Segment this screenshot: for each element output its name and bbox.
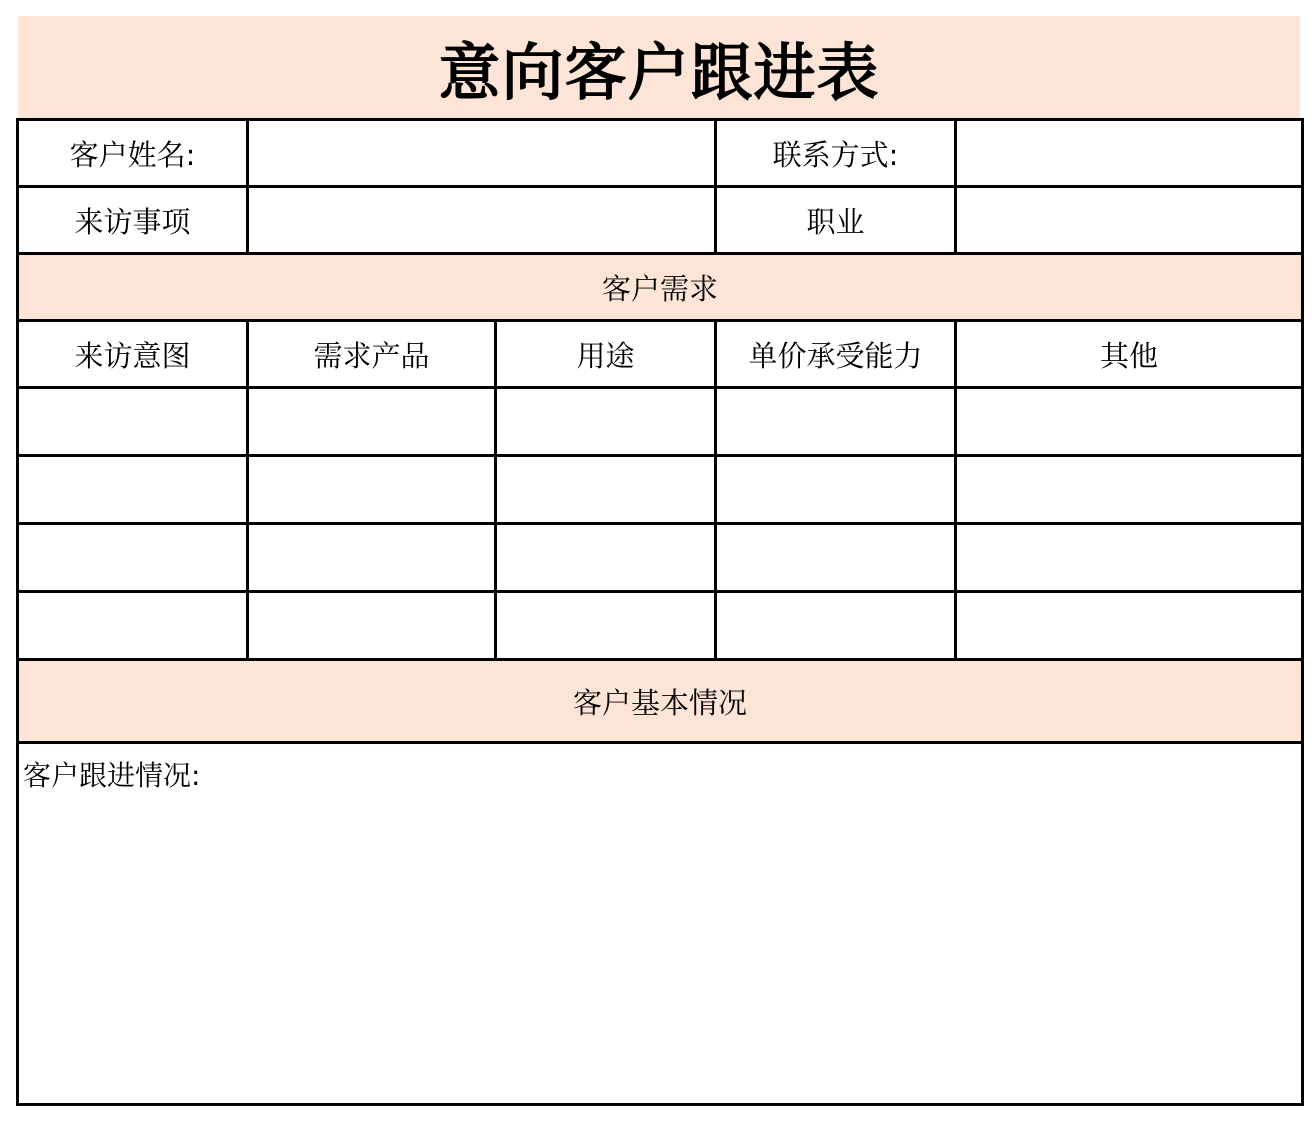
- table-cell[interactable]: [496, 456, 716, 524]
- table-cell[interactable]: [956, 456, 1303, 524]
- table-cell[interactable]: [716, 388, 956, 456]
- contact-label: 联系方式:: [716, 120, 956, 187]
- table-cell[interactable]: [248, 592, 496, 660]
- table-cell[interactable]: [248, 456, 496, 524]
- row-demand-section: [18, 254, 1303, 321]
- visit-matter-label: 来访事项: [18, 187, 248, 254]
- table-cell[interactable]: [18, 524, 248, 592]
- demand-header-row: [18, 321, 1303, 388]
- table-cell[interactable]: [716, 456, 956, 524]
- row-basic-section: [18, 660, 1303, 743]
- table-cell[interactable]: [716, 524, 956, 592]
- visit-matter-field[interactable]: [248, 187, 716, 254]
- contact-field[interactable]: [956, 120, 1303, 187]
- table-row: [18, 592, 1303, 660]
- column-header-usage: 用途: [496, 321, 716, 388]
- title-band: [18, 16, 1300, 118]
- follow-up-notes-area[interactable]: [18, 743, 1303, 1105]
- table-cell[interactable]: [956, 524, 1303, 592]
- occupation-label: 职业: [716, 187, 956, 254]
- occupation-field[interactable]: [956, 187, 1303, 254]
- customer-name-field[interactable]: [248, 120, 716, 187]
- table-cell[interactable]: [496, 592, 716, 660]
- column-header-other: 其他: [956, 321, 1303, 388]
- table-cell[interactable]: [248, 524, 496, 592]
- follow-up-label: 客户跟进情况:: [23, 759, 201, 792]
- table-cell[interactable]: [496, 388, 716, 456]
- form-table: [16, 118, 1304, 1106]
- table-row: [18, 456, 1303, 524]
- column-header-price-tolerance: 单价承受能力: [716, 321, 956, 388]
- follow-up-form: [16, 118, 1301, 1106]
- row-follow-up: [18, 743, 1303, 1105]
- section-header-basic-info: 客户基本情况: [18, 660, 1303, 743]
- table-row: [18, 524, 1303, 592]
- table-cell[interactable]: [18, 456, 248, 524]
- table-cell[interactable]: [18, 592, 248, 660]
- column-header-product: 需求产品: [248, 321, 496, 388]
- table-cell[interactable]: [716, 592, 956, 660]
- customer-name-label: 客户姓名:: [18, 120, 248, 187]
- column-header-visit-intent: 来访意图: [18, 321, 248, 388]
- table-cell[interactable]: [248, 388, 496, 456]
- table-cell[interactable]: [18, 388, 248, 456]
- row-visit-matter: [18, 187, 1303, 254]
- table-cell[interactable]: [956, 388, 1303, 456]
- table-row: [18, 388, 1303, 456]
- table-cell[interactable]: [496, 524, 716, 592]
- table-cell[interactable]: [956, 592, 1303, 660]
- row-customer-name: [18, 120, 1303, 187]
- section-header-demand: 客户需求: [18, 254, 1303, 321]
- page-title: 意向客户跟进表: [438, 35, 880, 109]
